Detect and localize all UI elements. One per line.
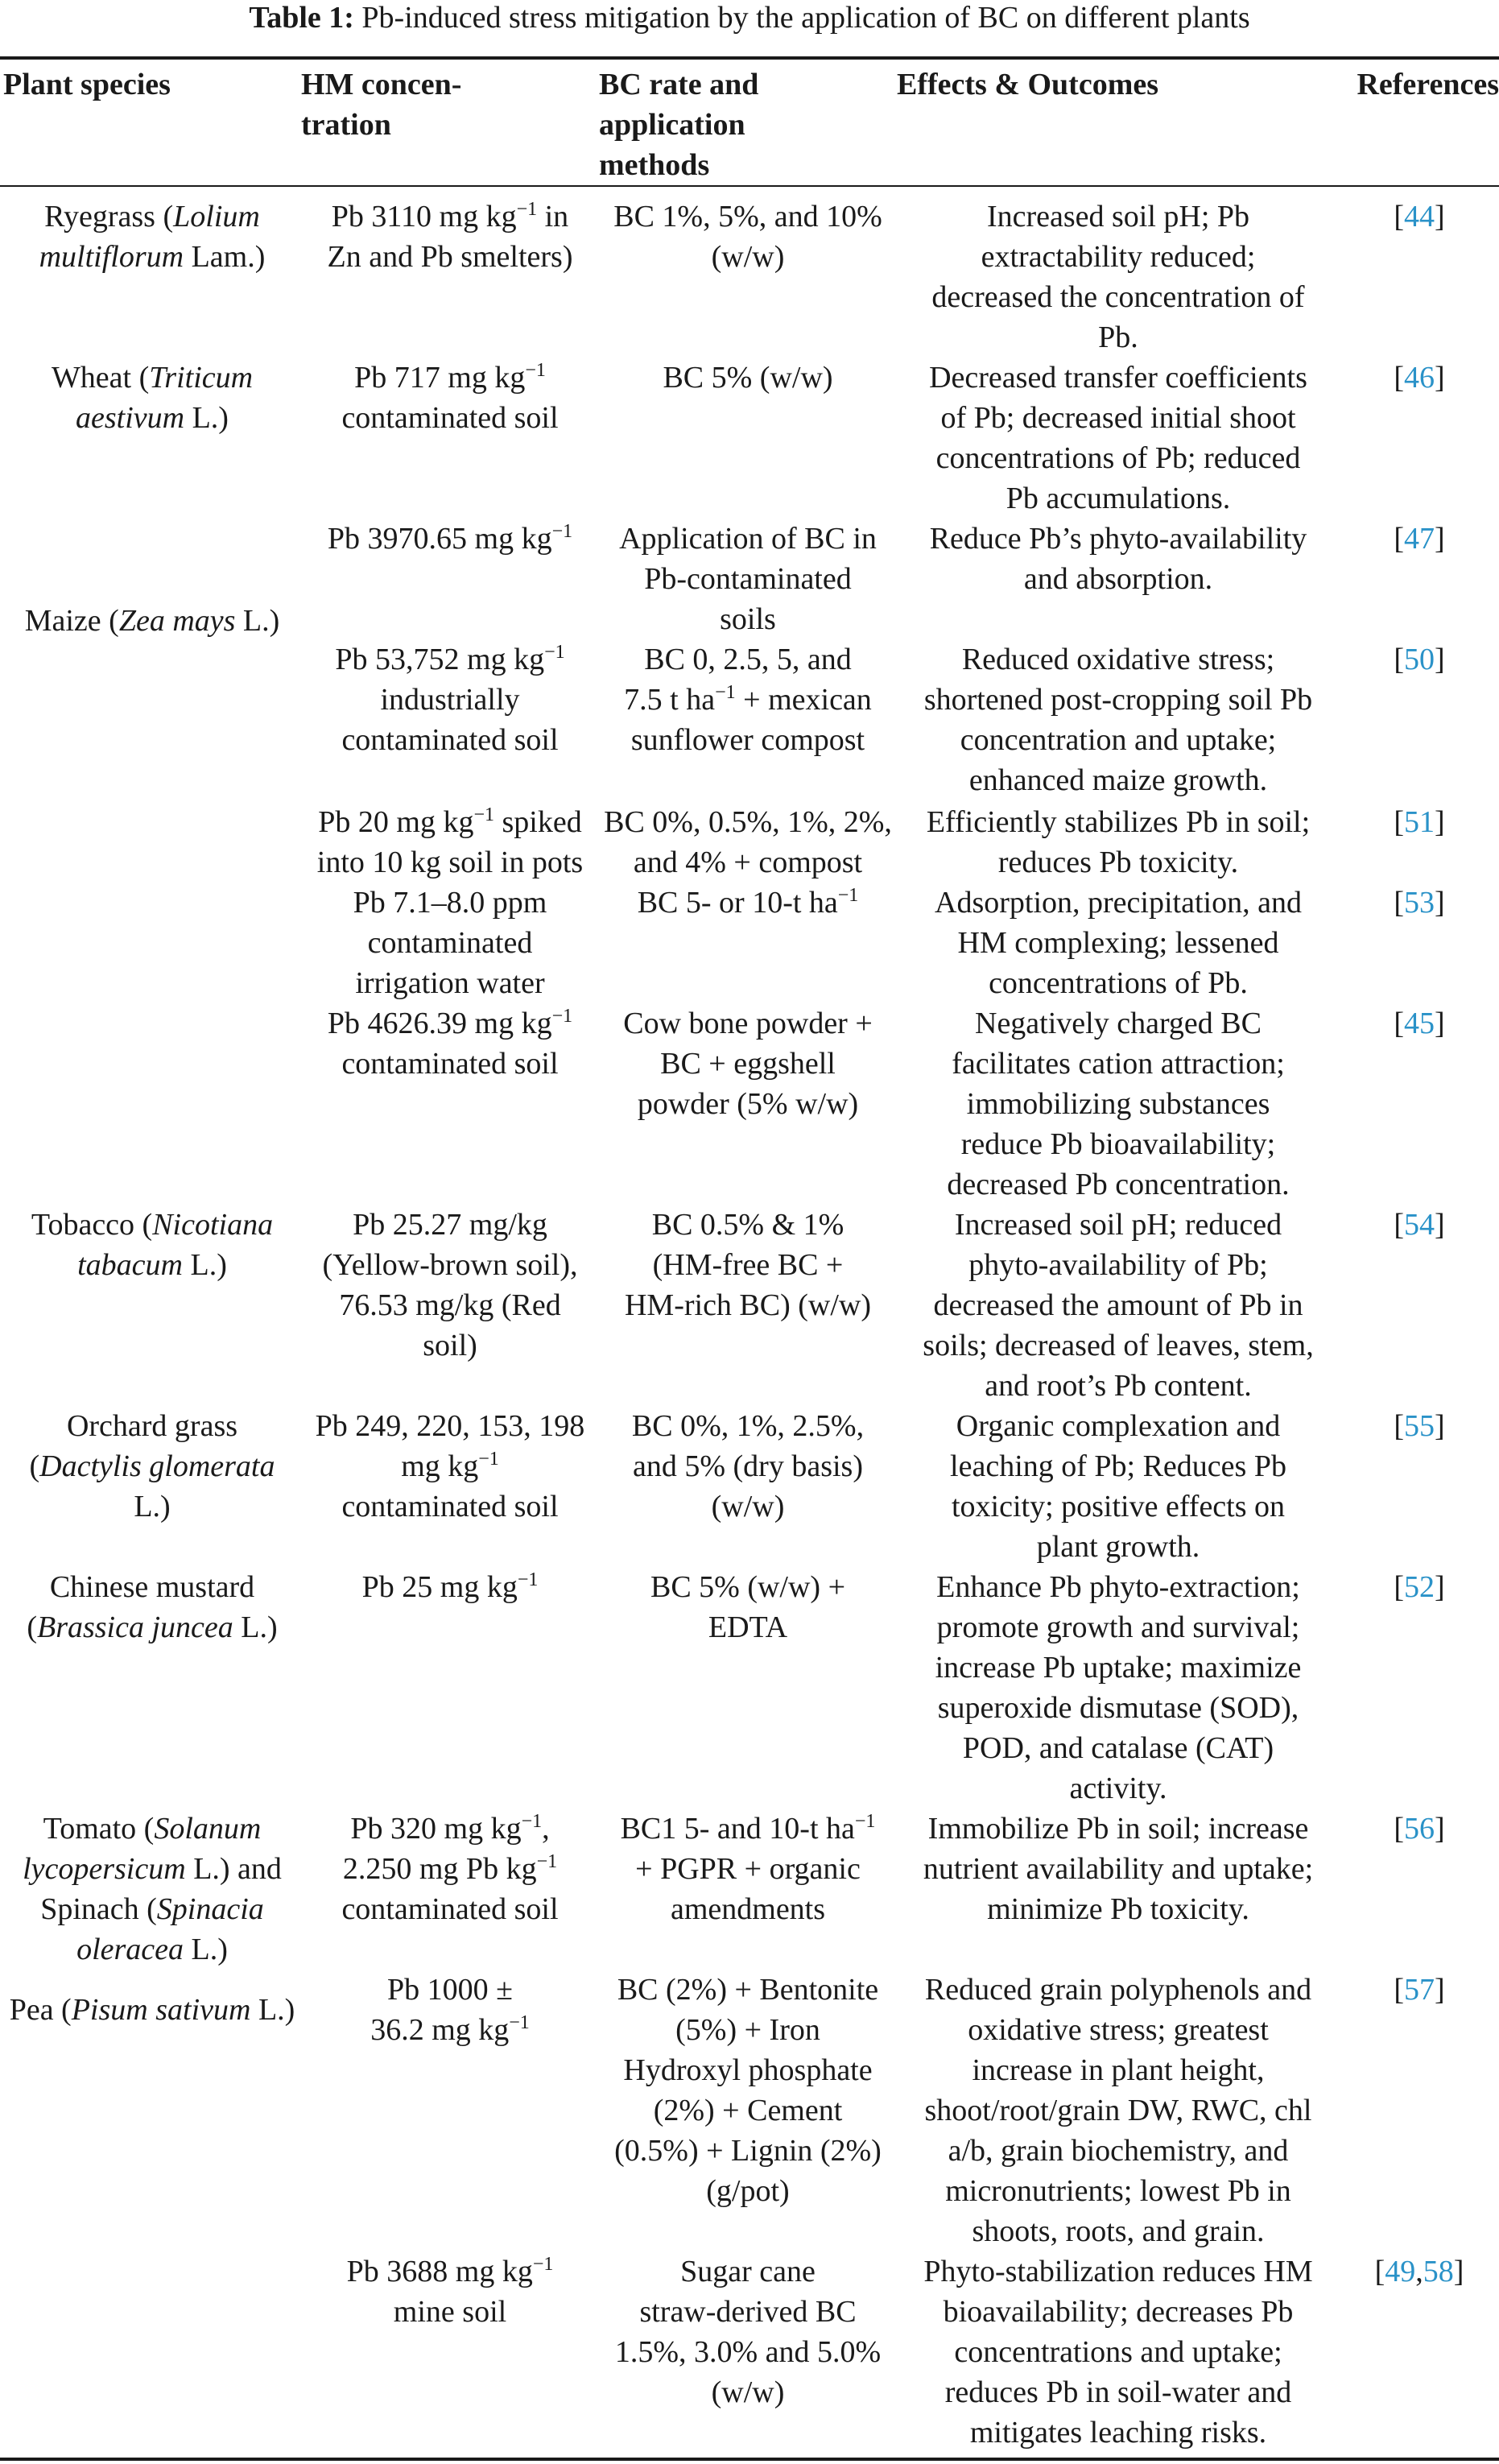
effects-row-2: Decreased transfer coefficients of Pb; decreased initial shoot concentrations of Pb; reduced Pb accumulations. (929, 361, 1307, 515)
hm-row-11: Pb 320 mg $kg^{-1}$, 2.250 mg Pb $kg^{-1}$ contaminated soil (341, 1811, 559, 1926)
plant-wheat: Wheat (Triticum aestivum L.) (51, 361, 254, 435)
ref-link[interactable]: 53 (1404, 886, 1435, 920)
header-effects: Effects & Outcomes (897, 68, 1159, 101)
hm-row-5: Pb 20 mg $kg^{-1}$ spiked into 10 kg soil in pots (316, 804, 584, 879)
ref-row-4: [50] (1394, 643, 1445, 676)
effects-row-6: Adsorption, precipitation, and HM complexing; lessened concentrations of Pb. (935, 886, 1302, 1000)
effects-row-1: Increased soil pH; Pb extractability reduced; decreased the concentration of Pb. (931, 200, 1305, 354)
bc-row-8: BC 0.5% & 1% (HM-free BC + HM-rich BC) (w/w) (624, 1208, 872, 1322)
bc-row-11: BC1 5- and 10-t $ha^{-1}$ + PGPR + organic amendments (620, 1811, 876, 1926)
effects-row-9: Organic complexation and leaching of Pb; Reduces Pb toxicity; positive effects on plant growth. (950, 1409, 1286, 1564)
ref-row-2: [46] (1394, 361, 1445, 395)
header-bc-rate: BC rate and application methods (599, 68, 759, 182)
effects-row-12: Reduced grain polyphenols and oxidative stress; greatest increase in plant height, shoot/root/grain DW, RWC, chl a/b, grain biochemistry, and micronutrients; lowest Pb in shoots, roots, and grain. (924, 1973, 1312, 2248)
plant-orchard-grass: Orchard grass (Dactylis glomerata L.) (29, 1409, 275, 1523)
effects-row-3: Reduce Pb’s phyto-availability and absorption. (929, 522, 1307, 596)
plant-maize: Maize (Zea mays L.) (24, 604, 280, 638)
bc-row-13: Sugar cane straw-derived BC 1.5%, 3.0% and 5.0% (w/w) (614, 2255, 882, 2409)
ref-link[interactable]: 57 (1404, 1973, 1435, 2007)
hm-row-1: Pb 3110 mg $kg^{-1}$ in Zn and Pb smelters) (327, 199, 573, 274)
ref-link[interactable]: 44 (1404, 200, 1435, 234)
effects-row-10: Enhance Pb phyto-extraction; promote growth and survival; increase Pb uptake; maximize superoxide dismutase (SOD), POD, and catalase (CAT) activity. (935, 1570, 1302, 1805)
ref-link[interactable]: 46 (1404, 361, 1435, 395)
ref-row-6: [53] (1394, 886, 1445, 920)
bc-row-2: BC 5% (w/w) (663, 361, 833, 395)
hm-row-12: Pb 1000 ± 36.2 mg $kg^{-1}$ (370, 1973, 530, 2047)
bc-row-9: BC 0%, 1%, 2.5%, and 5% (dry basis) (w/w) (631, 1409, 865, 1523)
ref-row-5: [51] (1394, 805, 1445, 839)
bc-row-3: Application of BC in Pb-contaminated soils (619, 522, 877, 636)
ref-link[interactable]: 54 (1404, 1208, 1435, 1242)
ref-link[interactable]: 49 (1385, 2255, 1416, 2288)
hm-row-4: Pb 53,752 mg $kg^{-1}$ industrially contaminated soil (335, 642, 565, 757)
table-caption (0, 0, 1499, 35)
ref-link[interactable]: 45 (1404, 1007, 1435, 1040)
plant-tomato-spinach: Tomato (Solanum lycopersicum L.) and Spinach (Spinacia oleracea L.) (23, 1812, 282, 1966)
ref-link[interactable]: 50 (1404, 643, 1435, 676)
ref-row-10: [52] (1394, 1570, 1445, 1604)
ref-row-9: [55] (1394, 1409, 1445, 1443)
header-references: References (1357, 68, 1499, 101)
header-plant-species: Plant species (3, 68, 171, 101)
hm-row-9: Pb 249, 220, 153, 198 mg $kg^{-1}$ contaminated soil (315, 1409, 585, 1523)
effects-row-7: Negatively charged BC facilitates cation attraction; immobilizing substances reduce Pb bioavailability; decreased Pb concentration. (947, 1007, 1290, 1201)
ref-row-8: [54] (1394, 1208, 1445, 1242)
bottom-rule (0, 2458, 1499, 2461)
ref-row-1: [44] (1394, 200, 1445, 234)
effects-row-13: Phyto-stabilization reduces HM bioavailability; decreases Pb concentrations and uptake; reduces Pb in soil-water and mitigates leaching risks. (923, 2255, 1313, 2450)
header-hm-concentration: HM concen- tration (301, 68, 462, 142)
caption-label: Table 1: (249, 1, 354, 35)
plant-tobacco: Tobacco (Nicotiana tabacum L.) (31, 1208, 274, 1282)
ref-link[interactable]: 56 (1404, 1812, 1435, 1846)
caption-text: Pb-induced stress mitigation by the application of BC on different plants (361, 1, 1250, 35)
top-rule (0, 56, 1499, 60)
hm-row-6: Pb 7.1–8.0 ppm contaminated irrigation water (353, 886, 547, 1000)
effects-row-11: Immobilize Pb in soil; increase nutrient availability and uptake; minimize Pb toxicity. (923, 1812, 1314, 1926)
hm-row-8: Pb 25.27 mg/kg (Yellow-brown soil), 76.53 mg/kg (Red soil) (322, 1208, 578, 1362)
bc-row-7: Cow bone powder + BC + eggshell powder (5% w/w) (623, 1007, 873, 1121)
bc-row-10: BC 5% (w/w) + EDTA (650, 1570, 846, 1644)
ref-link[interactable]: 47 (1404, 522, 1435, 556)
ref-link[interactable]: 58 (1423, 2255, 1454, 2288)
effects-row-5: Efficiently stabilizes Pb in soil; reduces Pb toxicity. (926, 805, 1311, 879)
ref-row-3: [47] (1394, 522, 1445, 556)
ref-link[interactable]: 55 (1404, 1409, 1435, 1443)
bc-row-6: BC 5- or 10-t $ha^{-1}$ (637, 885, 859, 920)
effects-row-8: Increased soil pH; reduced phyto-availability of Pb; decreased the amount of Pb in soils; decreased of leaves, stem, and root’s Pb content. (923, 1208, 1314, 1403)
hm-row-2: Pb 717 mg $kg^{-1}$ contaminated soil (341, 360, 559, 435)
ref-row-12: [57] (1394, 1973, 1445, 2007)
ref-link[interactable]: 52 (1404, 1570, 1435, 1604)
header-rule (0, 185, 1499, 187)
hm-row-13: Pb 3688 mg $kg^{-1}$ mine soil (346, 2254, 554, 2329)
effects-row-4: Reduced oxidative stress; shortened post-cropping soil Pb concentration and uptake; enhanced maize growth. (923, 643, 1313, 797)
hm-row-10: Pb 25 mg $kg^{-1}$ (361, 1569, 539, 1604)
plant-pea: Pea (Pisum sativum L.) (9, 1993, 295, 2027)
hm-row-3: Pb 3970.65 mg $kg^{-1}$ (327, 521, 573, 556)
ref-row-11: [56] (1394, 1812, 1445, 1846)
ref-row-7: [45] (1394, 1007, 1445, 1040)
ref-link[interactable]: 51 (1404, 805, 1435, 839)
plant-chinese-mustard: Chinese mustard (Brassica juncea L.) (27, 1570, 278, 1644)
bc-row-1: BC 1%, 5%, and 10% (w/w) (613, 200, 882, 274)
plant-ryegrass: Ryegrass (Lolium multiflorum Lam.) (39, 200, 266, 274)
bc-row-12: BC (2%) + Bentonite (5%) + Iron Hydroxyl phosphate (2%) + Cement (0.5%) + Lignin (2%) (g/pot) (614, 1973, 882, 2208)
ref-row-13: [49,58] (1374, 2255, 1464, 2288)
hm-row-7: Pb 4626.39 mg $kg^{-1}$ contaminated soil (327, 1006, 573, 1081)
bc-row-4: BC 0, 2.5, 5, and 7.5 t $ha^{-1}$ + mexican sunflower compost (624, 643, 872, 757)
bc-row-5: BC 0%, 0.5%, 1%, 2%, and 4% + compost (604, 805, 892, 879)
